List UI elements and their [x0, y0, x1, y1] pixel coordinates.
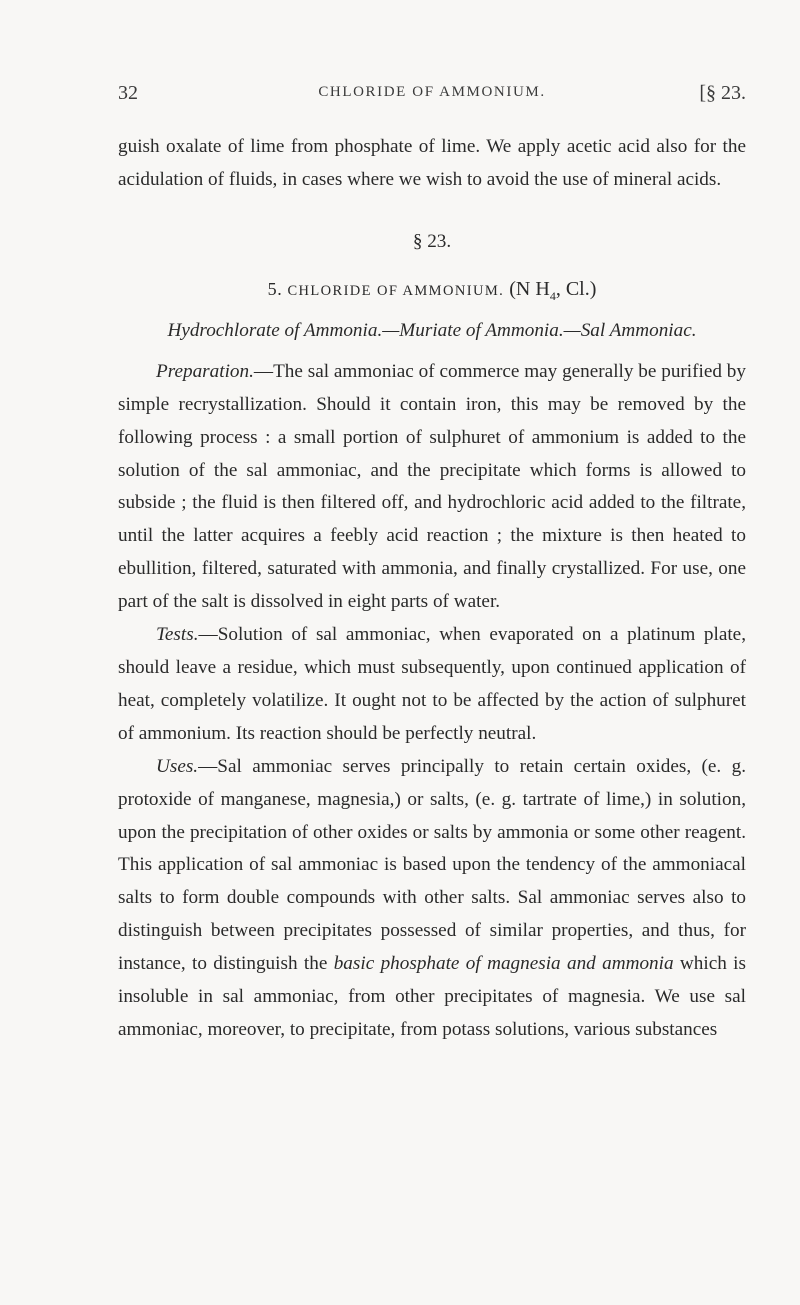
- uses-text-part-1: —Sal ammoniac serves principally to retain certain oxides, (e. g. protoxide of manganese, magnesia,) or salts, (e. g. tartrate of lime,) in solution, upon the precipitation of other oxides or salts by ammonia or some other reagent. This application of sal ammoniac is based upon the tendency of the ammoniacal salts to form double compounds with other salts. Sal ammoniac serves also to distinguish between precipitates possessed of similar properties, and thus, for instance, to distinguish the: [118, 755, 746, 975]
- synonyms: Hydrochlorate of Ammonia.—Muriate of Ammonia.—Sal Ammoniac.: [167, 319, 697, 341]
- formula-suffix: , Cl.): [555, 277, 597, 300]
- running-title: CHLORIDE OF AMMONIUM.: [318, 84, 546, 100]
- uses-italic-term: basic phosphate of magnesia and ammonia: [333, 953, 674, 975]
- tests-label: Tests.: [156, 624, 199, 646]
- tests-text: —Solution of sal ammoniac, when evaporated on a platinum plate, should leave a residue, which must subsequently, upon continued application of heat, completely volatilize. It ought not to be affected by the action of sulphuret of ammonium. Its reaction should be perfectly neutral.: [118, 624, 746, 744]
- uses-text-part-2: which is insoluble in sal ammoniac, from other precipitates of magnesia. We use sal ammoniac, moreover, to precipitate, from potass solutions, various substances: [118, 953, 746, 1040]
- formula-prefix: (N H: [509, 277, 550, 300]
- running-head: [118, 82, 746, 112]
- chemical-formula: [509, 277, 597, 303]
- section-reference: [§ 23.: [699, 82, 746, 104]
- tests-paragraph: [118, 619, 746, 751]
- uses-label: Uses.: [156, 755, 199, 777]
- book-page: [118, 82, 746, 1047]
- preparation-paragraph: [118, 356, 746, 619]
- section-mark: § 23.: [412, 230, 452, 252]
- page-number: 32: [118, 82, 138, 104]
- uses-paragraph: [118, 751, 746, 1047]
- section-heading: [118, 272, 746, 313]
- section-number: 5.: [267, 278, 283, 299]
- continuation-paragraph: guish oxalate of lime from phosphate of lime. We apply acetic acid also for the acidulation of fluids, in cases where we wish to avoid the use of mineral acids.: [118, 136, 746, 190]
- preparation-text: —The sal ammoniac of commerce may generally be purified by simple recrystallization. Should it contain iron, this may be removed by the following process : a small portion of sulphuret of ammonium is added to the solution of the sal ammoniac, and the precipitate which forms is allowed to subside ; the fluid is then filtered off, and hydrochloric acid added to the filtrate, until the latter acquires a feebly acid reaction ; the mixture is then heated to ebullition, filtered, saturated with ammonia, and finally crystallized. For use, one part of the salt is dissolved in eight parts of water.: [118, 360, 746, 613]
- formula-subscript: 4: [549, 288, 556, 303]
- preparation-label: Preparation.: [156, 360, 254, 382]
- section-name: CHLORIDE OF AMMONIUM.: [287, 282, 505, 299]
